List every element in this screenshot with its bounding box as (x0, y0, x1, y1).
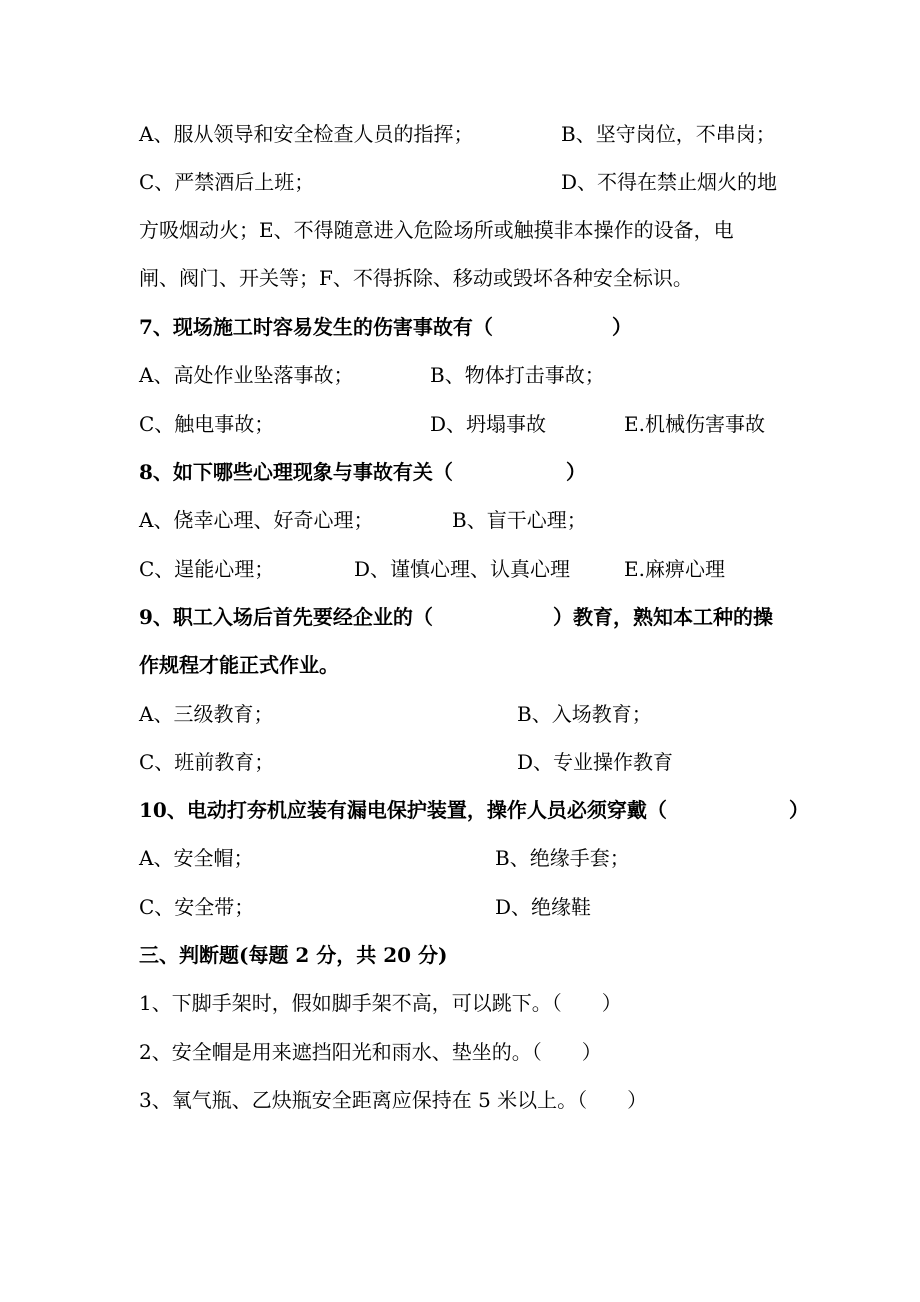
q9-option-b: B、入场教育； (517, 702, 652, 726)
question-7-close-paren: ） (612, 315, 632, 339)
question-8-close-paren: ） (566, 460, 586, 484)
q6-option-a: A、服从领导和安全检查人员的指挥； (139, 122, 474, 146)
question-10 (139, 794, 809, 826)
q6-continuation-text-2: 闸、阀门、开关等；F、不得拆除、移动或毁坏各种安全标识。 (139, 266, 693, 290)
question-9-continuation (139, 649, 809, 681)
question-9-rest: ）教育，熟知本工种的操 (553, 605, 773, 629)
q9-option-d: D、专业操作教育 (517, 750, 674, 774)
q9-option-a: A、三级教育； (139, 702, 274, 726)
judgment-1-text: 1、下脚手架时，假如脚手架不高，可以跳下。（ ） (139, 991, 622, 1015)
judgment-3-text: 3、氧气瓶、乙炔瓶安全距离应保持在 5 米以上。（ ） (139, 1088, 648, 1112)
question-10-close-paren: ） (789, 798, 809, 822)
q8-options-cde (139, 553, 809, 585)
q6-option-c: C、严禁酒后上班； (139, 170, 315, 194)
q10-option-b: B、绝缘手套； (495, 846, 630, 870)
q8-options-ab (139, 504, 809, 536)
q6-options-ab (139, 118, 809, 150)
q7-options-ab (139, 359, 809, 391)
q8-option-a: A、侥幸心理、好奇心理； (139, 508, 374, 532)
q8-option-c: C、逞能心理； (139, 557, 275, 581)
q6-options-cd (139, 166, 809, 198)
question-9 (139, 601, 809, 633)
q9-options-ab (139, 698, 809, 730)
q10-options-cd (139, 891, 809, 923)
section-3-heading-text: 三、判断题(每题 2 分，共 20 分) (139, 943, 448, 967)
q10-option-c: C、安全带； (139, 895, 255, 919)
q6-option-b: B、坚守岗位，不串岗； (561, 122, 776, 146)
judgment-2-text: 2、安全帽是用来遮挡阳光和雨水、垫坐的。（ ） (139, 1040, 602, 1064)
question-8-text: 8、如下哪些心理现象与事故有关（ (139, 460, 453, 484)
q10-option-d: D、绝缘鞋 (495, 895, 592, 919)
q9-option-c: C、班前教育； (139, 750, 275, 774)
question-9-text: 9、职工入场后首先要经企业的（ (139, 605, 433, 629)
q6-option-d: D、不得在禁止烟火的地 (561, 170, 778, 194)
q7-option-e: E.机械伤害事故 (624, 412, 765, 436)
q10-options-ab (139, 842, 809, 874)
q8-option-d: D、谨慎心理、认真心理 (354, 557, 571, 581)
section-3-heading (139, 939, 809, 971)
judgment-1 (139, 987, 809, 1019)
q8-option-b: B、盲干心理； (452, 508, 587, 532)
q6-continuation-1 (139, 214, 809, 246)
q7-option-a: A、高处作业坠落事故； (139, 363, 354, 387)
judgment-3 (139, 1084, 809, 1116)
q6-continuation-text-1: 方吸烟动火；E、不得随意进入危险场所或触摸非本操作的设备，电 (139, 218, 734, 242)
q9-options-cd (139, 746, 809, 778)
question-9-continuation-text: 作规程才能正式作业。 (139, 653, 339, 677)
q7-option-c: C、触电事故； (139, 412, 275, 436)
q7-option-b: B、物体打击事故； (430, 363, 605, 387)
question-7-text: 7、现场施工时容易发生的伤害事故有（ (139, 315, 493, 339)
question-7 (139, 311, 809, 343)
question-8 (139, 456, 809, 488)
q7-options-cde (139, 408, 809, 440)
judgment-2 (139, 1036, 809, 1068)
q6-continuation-2 (139, 262, 809, 294)
q10-option-a: A、安全帽； (139, 846, 254, 870)
q8-option-e: E.麻痹心理 (624, 557, 725, 581)
question-10-text: 10、电动打夯机应装有漏电保护装置，操作人员必须穿戴（ (139, 798, 667, 822)
q7-option-d: D、坍塌事故 (430, 412, 547, 436)
